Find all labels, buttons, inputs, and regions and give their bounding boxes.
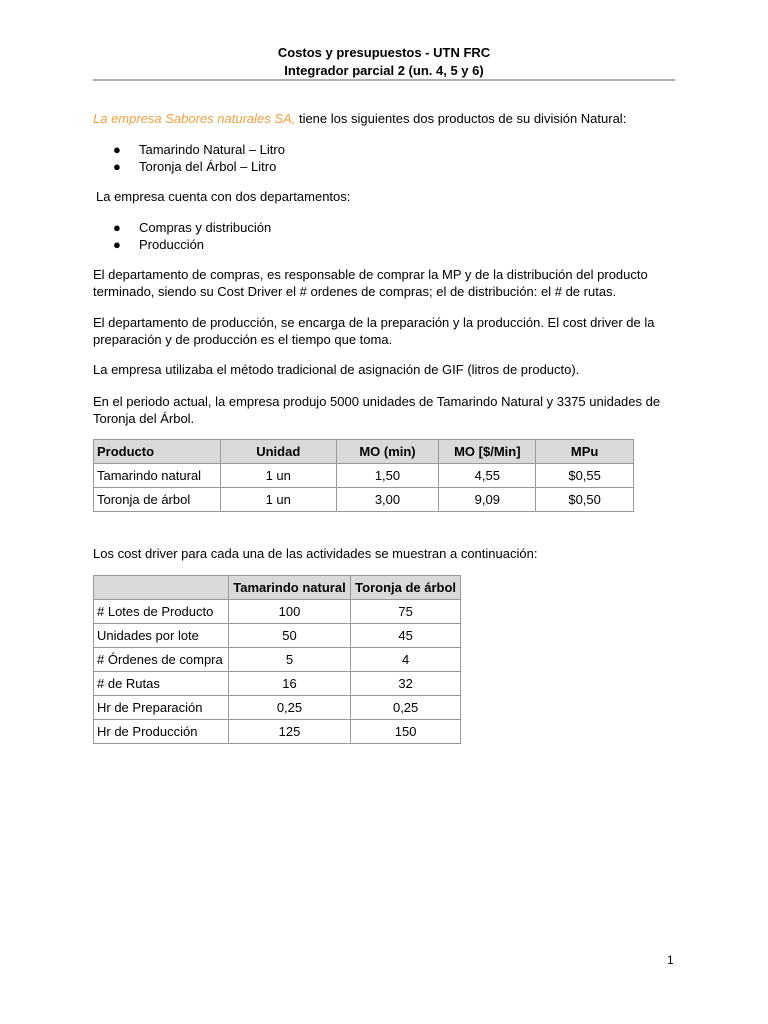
table-cell: # Lotes de Producto (94, 600, 229, 624)
table-cell: Hr de Producción (94, 720, 229, 744)
periodo-paragraph: En el periodo actual, la empresa produjo 5000 unidades de Tamarindo Natural y 3375 unidades de Toronja del Árbol. (93, 394, 661, 426)
compras-paragraph: El departamento de compras, es responsable de comprar la MP y de la distribución del producto terminado, siendo su Cost Driver el # ordenes de compras; el de distribución: el # de rutas. (93, 267, 648, 299)
intro-paragraph (93, 110, 673, 127)
table-row (94, 696, 461, 720)
table-row (94, 464, 634, 488)
bullet-icon: ● (113, 159, 121, 174)
table-cell: 9,09 (439, 488, 536, 512)
list-item: ● Compras y distribución (113, 220, 272, 235)
table-cell: 5 (228, 648, 351, 672)
table-cell: Tamarindo natural (94, 464, 221, 488)
intro-text: tiene los siguientes dos productos de su división Natural: (295, 111, 627, 126)
table-row (94, 720, 461, 744)
table-header-row (94, 576, 461, 600)
header-title: Costos y presupuestos - UTN FRC (277, 45, 491, 60)
table-header-cell: MO [$/Min] (439, 440, 536, 464)
table-header-cell: Toronja de árbol (351, 576, 461, 600)
table-cell: 125 (228, 720, 351, 744)
table-cell: 150 (351, 720, 461, 744)
drivers-paragraph: Los cost driver para cada una de las actividades se muestran a continuación: (93, 546, 538, 561)
table-cell: 4 (351, 648, 461, 672)
bullet-icon: ● (113, 237, 121, 252)
products-list (113, 141, 285, 175)
table-row (94, 648, 461, 672)
page-header (93, 44, 675, 80)
produccion-paragraph: El departamento de producción, se encarga de la preparación y la producción. El cost driver de la preparación y de producción es el tiempo que toma. (93, 315, 655, 347)
metodo-paragraph: La empresa utilizaba el método tradicional de asignación de GIF (litros de producto). (93, 362, 580, 377)
page-number: 1 (667, 953, 674, 967)
header-divider (93, 79, 675, 81)
departments-list (113, 219, 271, 253)
table-row (94, 672, 461, 696)
table-cell: 0,25 (228, 696, 351, 720)
table-cell: 4,55 (439, 464, 536, 488)
departments-intro: La empresa cuenta con dos departamentos: (96, 189, 351, 204)
bullet-icon: ● (113, 220, 121, 235)
table-header-cell: MO (min) (336, 440, 439, 464)
bullet-icon: ● (113, 142, 121, 157)
table-cell: $0,50 (536, 488, 634, 512)
table-header-cell: Tamarindo natural (228, 576, 351, 600)
table-cell: 3,00 (336, 488, 439, 512)
table-cell: 100 (228, 600, 351, 624)
table-cell: Unidades por lote (94, 624, 229, 648)
table-row (94, 600, 461, 624)
table-cell: 75 (351, 600, 461, 624)
list-item: ● Tamarindo Natural – Litro (113, 142, 285, 157)
table-row (94, 488, 634, 512)
list-item: ● Producción (113, 237, 205, 252)
table-cell: # Órdenes de compra (94, 648, 229, 672)
cost-drivers-table (93, 575, 461, 744)
table-cell: 32 (351, 672, 461, 696)
table-row (94, 624, 461, 648)
table-cell: 45 (351, 624, 461, 648)
table-cell: 0,25 (351, 696, 461, 720)
table-cell: 1,50 (336, 464, 439, 488)
table-cell: 50 (228, 624, 351, 648)
header-subtitle: Integrador parcial 2 (un. 4, 5 y 6) (284, 63, 484, 78)
table-header-row (94, 440, 634, 464)
table-header-cell (94, 576, 229, 600)
company-name: La empresa Sabores naturales SA, (93, 111, 296, 126)
table-cell: Toronja de árbol (94, 488, 221, 512)
table-header-cell: MPu (536, 440, 634, 464)
products-table (93, 439, 634, 512)
table-cell: 1 un (220, 464, 336, 488)
table-cell: # de Rutas (94, 672, 229, 696)
table-cell: 16 (228, 672, 351, 696)
table-cell: 1 un (220, 488, 336, 512)
table-header-cell: Unidad (220, 440, 336, 464)
table-cell: $0,55 (536, 464, 634, 488)
list-item: ● Toronja del Árbol – Litro (113, 159, 277, 174)
table-header-cell: Producto (94, 440, 221, 464)
table-cell: Hr de Preparación (94, 696, 229, 720)
